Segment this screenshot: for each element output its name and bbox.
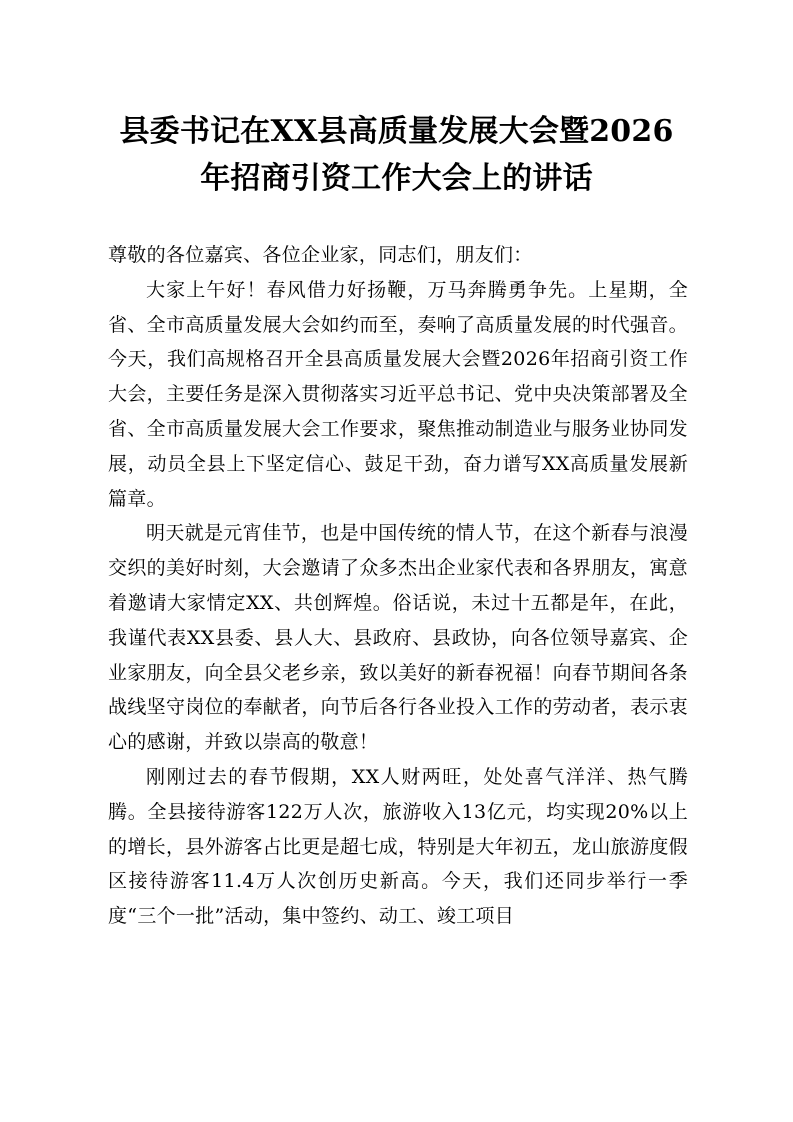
paragraph-lantern-festival: 明天就是元宵佳节，也是中国传统的情人节，在这个新春与浪漫交织的美好时刻，大会邀请了众多杰出企业家代表和各界朋友，寓意着邀请大家情定XX、共创辉煌。俗话说，未过十五都是年，在此，我谨代表XX县委、县人大、县政府、县政协，向各位领导嘉宾、企业家朋友，向全县父老乡亲，致以美好的新春祝福！向春节期间各条战线坚守岗位的奉献者，向节后各行各业投入工作的劳动者，表示衷心的感谢，并致以崇高的敬意！ (108, 522, 688, 754)
speech-body (108, 238, 688, 934)
document-title (100, 108, 693, 202)
title-line-1: 县委书记在XX县高质量发展大会暨2026 (119, 114, 674, 149)
salutation: 尊敬的各位嘉宾、各位企业家，同志们，朋友们： (108, 244, 533, 266)
paragraph-spring-festival-review: 刚刚过去的春节假期，XX人财两旺，处处喜气洋洋、热气腾腾。全县接待游客122万人次，旅游收入13亿元，均实现20%以上的增长，县外游客占比更是超七成，特别是大年初五，龙山旅游度假区接待游客11.4万人次创历史新高。今天，我们还同步举行一季度“三个一批”活动，集中签约、动工、竣工项目 (108, 765, 688, 928)
paragraph-greeting: 大家上午好！春风借力好扬鞭，万马奔腾勇争先。上星期，全省、全市高质量发展大会如约而至，奏响了高质量发展的时代强音。今天，我们高规格召开全县高质量发展大会暨2026年招商引资工作大会，主要任务是深入贯彻落实习近平总书记、党中央决策部署及全省、全市高质量发展大会工作要求，聚焦推动制造业与服务业协同发展，动员全县上下坚定信心、鼓足干劲，奋力谱写XX高质量发展新篇章。 (108, 278, 688, 510)
title-line-2: 年招商引资工作大会上的讲话 (200, 161, 593, 196)
